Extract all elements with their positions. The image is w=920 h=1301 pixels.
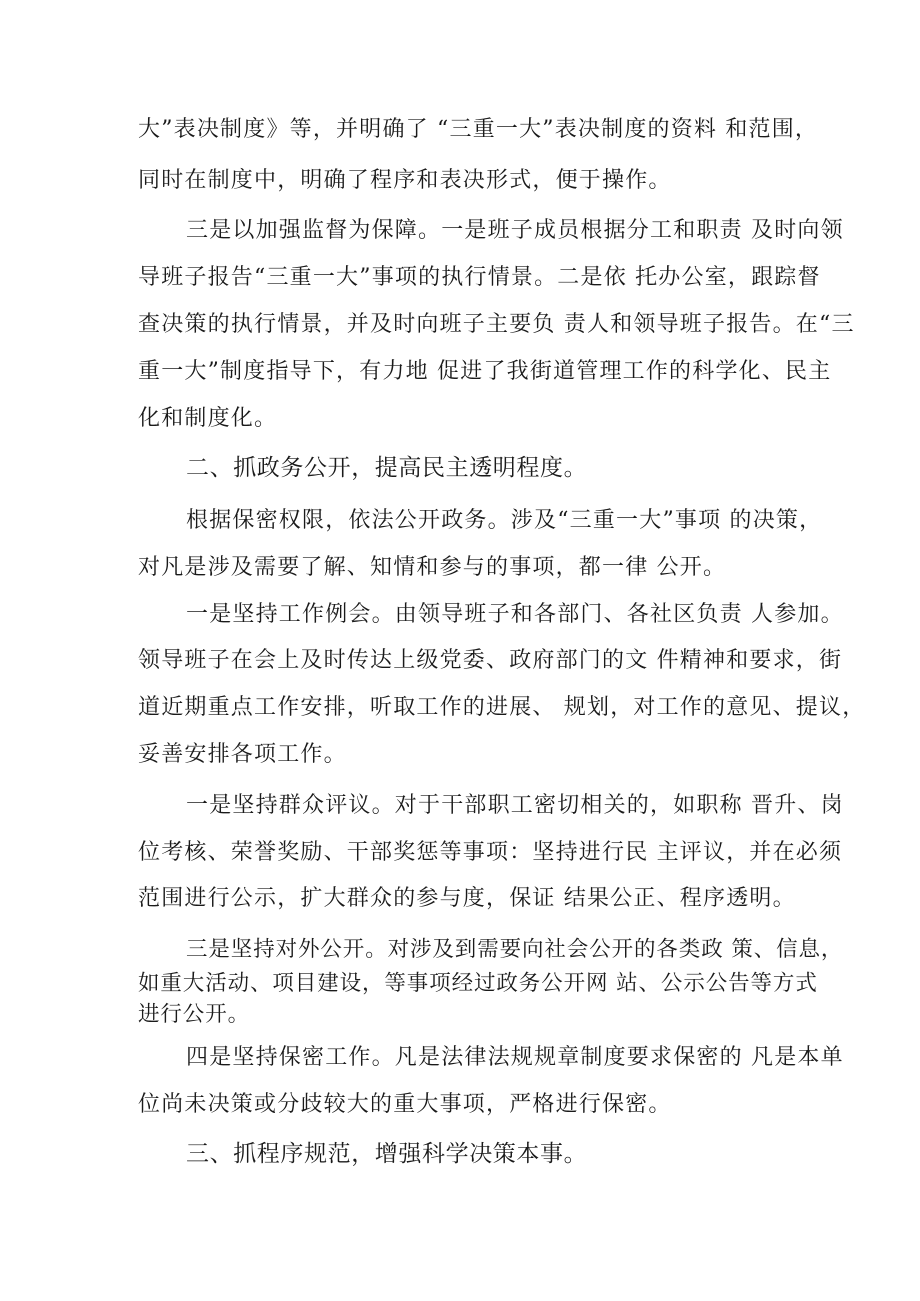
paragraph-first-line: 四是坚持保密工作。凡是法律法规规章制度要求保密的 凡是本单 <box>186 1045 844 1070</box>
text-line: 对凡是涉及需要了解、知情和参与的事项，都一律 公开。 <box>138 555 727 580</box>
paragraph-first-line: 一是坚持工作例会。由领导班子和各部门、各社区负责 人参加。 <box>186 602 844 627</box>
text-line: 化和制度化。 <box>138 406 278 431</box>
text-line: 如重大活动、项目建设，等事项经过政务公开网 站、公示公告等方式 <box>138 971 818 996</box>
text-line: 导班子报告“三重一大”事项的执行情景。二是依 托办公室，跟踪督 <box>138 265 821 290</box>
paragraph-first-line: 三是以加强监督为保障。一是班子成员根据分工和职责 及时向领 <box>186 218 844 243</box>
paragraph-first-line: 根据保密权限，依法公开政务。涉及“三重一大”事项 的决策， <box>186 508 823 533</box>
paragraph-first-line: 一是坚持群众评议。对于干部职工密切相关的，如职称 晋升、岗 <box>186 793 844 818</box>
text-line: 位考核、荣誉奖励、干部奖惩等事项：坚持进行民 主评议，并在必须 <box>138 840 843 865</box>
text-line: 妥善安排各项工作。 <box>138 742 347 767</box>
text-line: 同时在制度中，明确了程序和表决形式，便于操作。 <box>138 168 672 193</box>
text-line: 范围进行公示，扩大群众的参与度，保证 结果公正、程序透明。 <box>138 886 796 911</box>
text-line: 重一大”制度指导下，有力地 促进了我街道管理工作的科学化、民主 <box>138 359 832 384</box>
text-line: 查决策的执行情景，并及时向班子主要负 责人和领导班子报告。在“三 <box>138 312 855 337</box>
text-line: 大”表决制度》等，并明确了 “三重一大”表决制度的资料 和范围， <box>138 117 819 142</box>
section-heading: 二、抓政务公开，提高民主透明程度。 <box>186 455 588 481</box>
text-line: 位尚未决策或分歧较大的重大事项，严格进行保密。 <box>138 1092 672 1117</box>
section-heading: 三、抓程序规范，增强科学决策本事。 <box>186 1141 588 1167</box>
text-line: 道近期重点工作安排，听取工作的进展、 规划，对工作的意见、提议， <box>138 695 866 720</box>
text-line: 领导班子在会上及时传达上级党委、政府部门的文 件精神和要求，街 <box>138 648 843 673</box>
text-line: 进行公开。 <box>138 1002 251 1027</box>
paragraph-first-line: 三是坚持对外公开。对涉及到需要向社会公开的各类政 策、信息， <box>186 937 844 962</box>
